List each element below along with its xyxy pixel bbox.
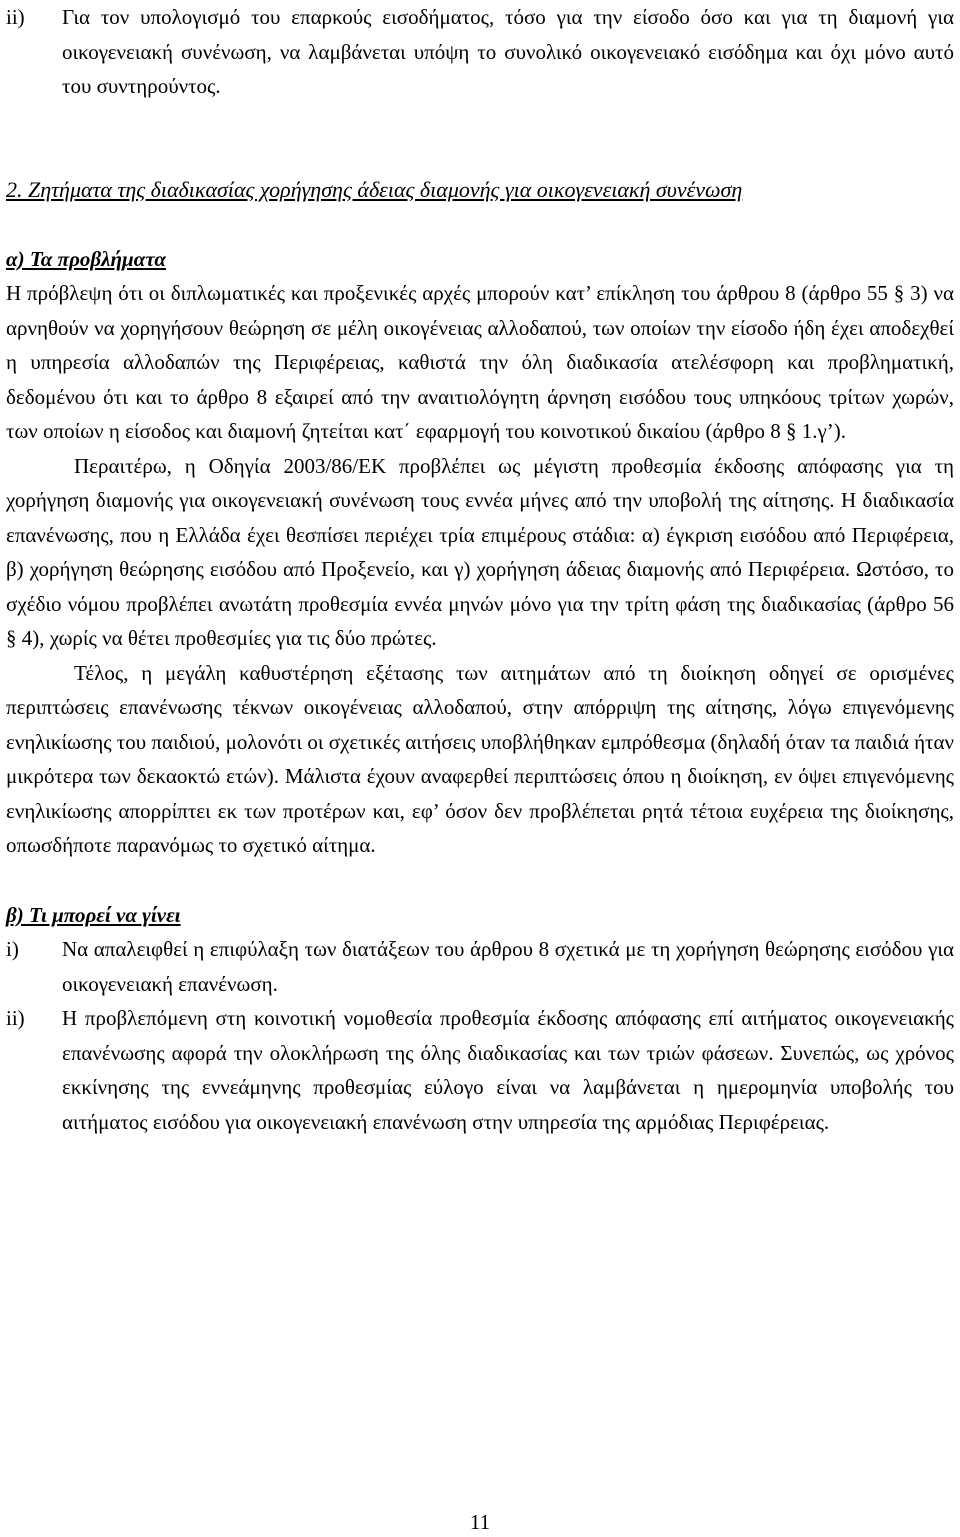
recommendation-list-item	[6, 932, 954, 1001]
paragraph: Η πρόβλεψη ότι οι διπλωματικές και προξενικές αρχές μπορούν κατ’ επίκληση του άρθρου 8 (άρθρο 55 § 3) να αρνηθούν να χορηγήσουν θεώρηση σε μέλη οικογένειας αλλοδαπού, των οποίων την είσοδο ήδη έχει αποδεχθεί η υπηρεσία αλλοδαπών της Περιφέρειας, καθιστά την όλη διαδικασία ατελέσφορη και προβληματική, δεδομένου ότι και το άρθρο 8 εξαιρεί από την αναιτιολόγητη άρνηση εισόδου τους υπηκόους τρίτων χωρών, των οποίων η είσοδος και διαμονή ζητείται κατ΄ εφαρμογή του κοινοτικού δικαίου (άρθρο 8 § 1.γ’).	[6, 281, 954, 443]
page-number: 11	[469, 1510, 491, 1534]
intro-list-item	[6, 0, 954, 104]
paragraph: Περαιτέρω, η Οδηγία 2003/86/ΕΚ προβλέπει ως μέγιστη προθεσμία έκδοσης απόφασης για τη χορήγηση διαμονής για οικογενειακή συνένωση τους εννέα μήνες από την υποβολή της αίτησης. Η διαδικασία επανένωσης, που η Ελλάδα έχει θεσπίσει περιέχει τρία επιμέρους στάδια: α) έγκριση εισόδου από Περιφέρεια, β) χορήγηση θεώρησης εισόδου από Προξενείο, και γ) χορήγηση άδειας διαμονής από Περιφέρεια. Ωστόσο, το σχέδιο νόμου προβλέπει ανωτάτη προθεσμία εννέα μηνών μόνο για την τρίτη φάση της διαδικασίας (άρθρο 56 § 4), χωρίς να θέτει προθεσμίες για τις δύο πρώτες.	[6, 453, 954, 650]
list-item-text: Η προβλεπόμενη στη κοινοτική νομοθεσία προθεσμία έκδοσης απόφασης επί αιτήματος οικογενειακής επανένωσης αφορά την ολοκλήρωση της όλης διαδικασίας και των τριών φάσεων. Συνεπώς, ως χρόνος εκκίνησης της εννεάμηνης προθεσμίας εύλογο είναι να λαμβάνεται η ημερομηνία υποβολής του αιτήματος εισόδου για οικογενειακή επανένωση στην υπηρεσία της αρμόδιας Περιφέρειας.	[62, 1006, 954, 1134]
subsection-b-title: β) Τι μπορεί να γίνει	[6, 902, 181, 927]
subsection-a-title: α) Τα προβλήματα	[6, 246, 166, 271]
paragraph: Τέλος, η μεγάλη καθυστέρηση εξέτασης των αιτημάτων από τη διοίκηση οδηγεί σε ορισμένες περιπτώσεις επανένωσης τέκνων οικογένειας αλλοδαπού, στην απόρριψη της αίτησης, λόγω επιγενόμενης ενηλικίωσης του παιδιού, μολονότι οι σχετικές αιτήσεις υποβλήθηκαν εμπρόθεσμα (δηλαδή όταν τα παιδιά ήταν μικρότερα των δεκαοκτώ ετών). Μάλιστα έχουν αναφερθεί περιπτώσεις όπου η διοίκηση, εν όψει επιγενόμενης ενηλικίωσης απορρίπτει εκ των προτέρων και, εφ’ όσον δεν προβλέπεται ρητά τέτοια ευχέρεια της διοίκησης, οπωσδήποτε παρανόμως το σχετικό αίτημα.	[6, 660, 954, 857]
document-page	[6, 0, 954, 1139]
list-marker: i)	[6, 937, 19, 961]
recommendation-list-item	[6, 1001, 954, 1139]
list-marker: ii)	[6, 1006, 25, 1030]
list-item-text: Για τον υπολογισμό του επαρκούς εισοδήματος, τόσο για την είσοδο όσο και για τη διαμονή για οικογενειακή συνένωση, να λαμβάνεται υπόψη το συνολικό οικογενειακό εισόδημα και όχι μόνο αυτό του συντηρούντος.	[62, 5, 954, 98]
list-marker: ii)	[6, 5, 25, 29]
list-item-text: Να απαλειφθεί η επιφύλαξη των διατάξεων του άρθρου 8 σχετικά με τη χορήγηση θεώρησης εισόδου για οικογενειακή επανένωση.	[62, 937, 954, 996]
section-title: 2. Ζητήματα της διαδικασίας χορήγησης άδειας διαμονής για οικογενειακή συνένωση	[6, 176, 743, 202]
